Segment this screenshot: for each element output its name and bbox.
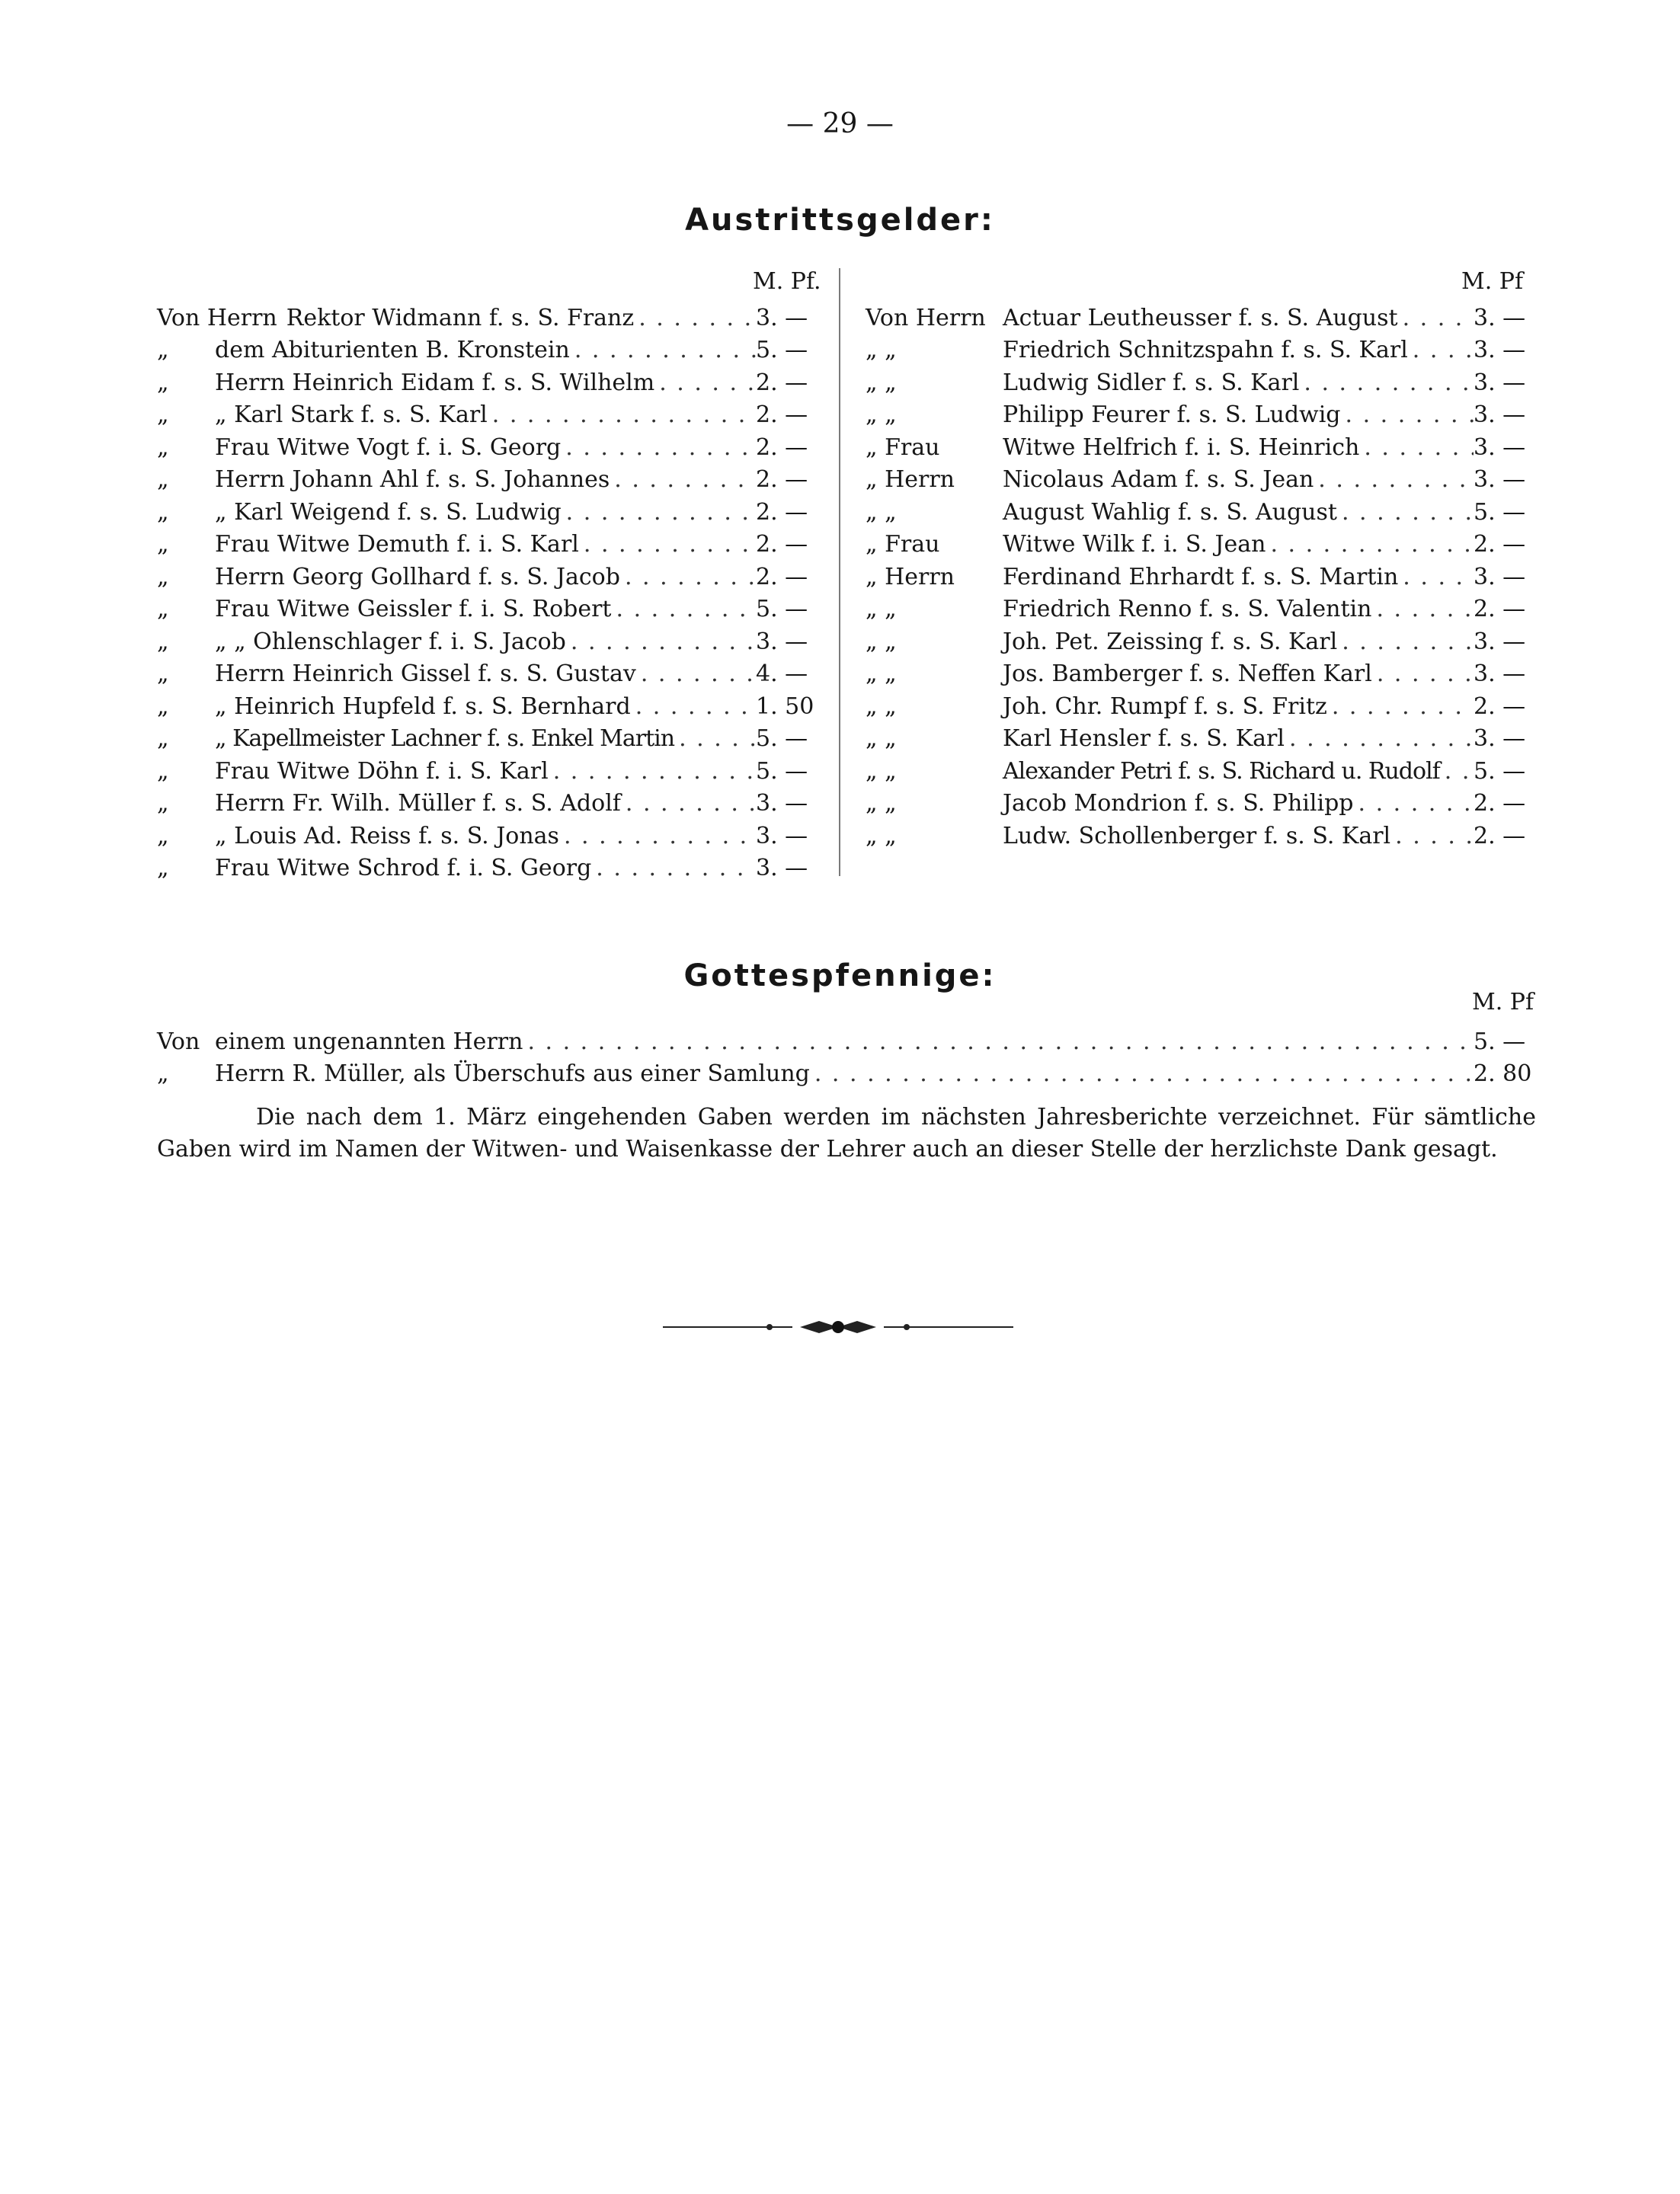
entry-amount: 2. — — [756, 433, 808, 461]
leader-dots — [636, 660, 756, 687]
leader-dots — [1266, 531, 1474, 558]
entry-amount: 3. — — [1474, 304, 1526, 331]
leader-dots — [1398, 564, 1474, 590]
leader-dots — [591, 855, 756, 881]
entry-amount: 2. — — [756, 401, 808, 429]
list-item — [866, 690, 1536, 723]
leader-dots — [810, 1060, 1474, 1087]
entry-name: Jacob Mondrion f. s. S. Philipp — [1003, 790, 1354, 817]
entry-amount: 3. — — [1474, 660, 1526, 688]
list-item — [866, 820, 1536, 852]
list-item — [157, 755, 826, 788]
list-item — [866, 755, 1536, 788]
entry-amount: 5. — — [1474, 498, 1526, 526]
leader-dots — [549, 758, 756, 785]
ornament-dot — [904, 1324, 910, 1330]
list-item — [866, 334, 1536, 367]
closing-paragraph — [157, 1102, 1536, 1166]
entry-name: Herrn Heinrich Eidam f. s. S. Wilhelm — [215, 369, 655, 396]
entry-name: Joh. Pet. Zeissing f. s. S. Karl — [1003, 628, 1338, 655]
leader-dots — [1337, 499, 1474, 526]
entry-amount: 5. — — [1474, 1028, 1526, 1055]
entry-amount: 2. — — [1474, 790, 1526, 817]
entry-prefix: „ „ — [866, 369, 897, 396]
entry-name: „ Karl Weigend f. s. S. Ludwig — [215, 498, 562, 526]
leader-dots — [612, 596, 757, 622]
ornament-center — [832, 1321, 844, 1333]
entry-name: „ Louis Ad. Reiss f. s. S. Jonas — [215, 822, 559, 849]
leader-dots — [674, 725, 756, 752]
entry-name: Herrn Fr. Wilh. Müller f. s. S. Adolf — [215, 790, 621, 817]
entry-name: Frau Witwe Vogt f. i. S. Georg — [215, 433, 562, 461]
list-item — [157, 399, 826, 432]
entry-amount: 3. — — [756, 304, 808, 331]
entry-prefix: „ — [157, 725, 169, 753]
leader-dots — [1371, 596, 1474, 622]
entry-name: Herrn R. Müller, als Überschufs aus einer Samlung — [215, 1060, 810, 1088]
list-item — [157, 366, 826, 399]
entry-name: Philipp Feurer f. s. S. Ludwig — [1003, 401, 1341, 429]
entry-amount: 3. — — [756, 628, 808, 655]
entry-amount: 2. — — [756, 369, 808, 396]
entry-amount: 2. — — [756, 466, 808, 494]
list-item — [157, 658, 826, 691]
entry-name: Friedrich Renno f. s. S. Valentin — [1003, 596, 1372, 623]
entry-prefix: Von Herrn — [866, 304, 986, 331]
entry-prefix: „ Frau — [866, 531, 940, 558]
entry-name: „ Karl Stark f. s. S. Karl — [215, 401, 488, 429]
entry-prefix: „ „ — [866, 401, 897, 429]
entry-prefix: „ — [157, 433, 169, 461]
entry-name: Ferdinand Ehrhardt f. s. S. Martin — [1003, 563, 1399, 590]
entry-amount: 3. — — [1474, 401, 1526, 429]
gottespfennige-list — [157, 1025, 1536, 1090]
entry-name: dem Abiturienten B. Kronstein — [215, 337, 570, 364]
leader-dots — [1337, 628, 1474, 655]
entry-prefix: „ „ — [866, 725, 897, 753]
list-item — [157, 852, 826, 885]
entry-amount: 2. — — [756, 563, 808, 590]
leader-dots — [1327, 693, 1474, 720]
leader-dots — [1398, 305, 1474, 331]
paragraph-line: Gaben wird im Namen der Witwen- und Waisenkasse der Lehrer auch an dieser Stelle der herzlichste Dank gesagt. — [157, 1136, 1498, 1163]
entry-prefix: „ — [157, 1060, 169, 1088]
list-item — [157, 820, 826, 852]
list-item — [157, 788, 826, 820]
leader-dots — [570, 337, 756, 363]
leader-dots — [1354, 790, 1474, 817]
entry-amount: 5. — — [756, 757, 808, 785]
leader-dots — [559, 823, 756, 849]
entry-name: Karl Hensler f. s. S. Karl — [1003, 725, 1285, 753]
entry-prefix: „ — [157, 466, 169, 494]
list-item — [157, 690, 826, 723]
entry-name: „ Kapellmeister Lachner f. s. Enkel Martin — [215, 725, 675, 753]
entry-amount: 5. — — [756, 337, 808, 364]
list-item — [866, 464, 1536, 497]
entry-amount: 2. — — [1474, 596, 1526, 623]
entry-amount: 3. — — [756, 822, 808, 849]
list-item — [866, 625, 1536, 658]
list-item — [866, 788, 1536, 820]
entry-amount: 4. — — [756, 660, 808, 688]
entry-amount: 3. — — [756, 790, 808, 817]
entry-amount: 3. — — [1474, 725, 1526, 753]
entry-prefix: „ — [157, 563, 169, 590]
entry-name: Ludwig Sidler f. s. S. Karl — [1003, 369, 1300, 396]
list-item — [157, 723, 826, 756]
entry-name: Witwe Wilk f. i. S. Jean — [1003, 531, 1266, 558]
list-item — [157, 464, 826, 497]
leader-dots — [579, 531, 756, 558]
entry-amount: 3. — — [756, 855, 808, 882]
leader-dots — [1372, 660, 1474, 687]
heading-gottespfennige: Gottespfennige: — [683, 958, 997, 993]
entry-amount: 1. 50 — [756, 692, 814, 720]
list-item — [866, 658, 1536, 691]
list-item — [157, 625, 826, 658]
entry-name: Ludw. Schollenberger f. s. S. Karl — [1003, 822, 1391, 849]
leader-dots — [1359, 434, 1474, 461]
entry-prefix: „ Frau — [866, 433, 940, 461]
leader-dots — [562, 499, 756, 526]
entry-prefix: „ „ — [866, 790, 897, 817]
currency-header-left: M. Pf. — [753, 268, 821, 295]
entry-amount: 3. — — [1474, 628, 1526, 655]
leader-dots — [1440, 758, 1474, 785]
column-divider — [839, 268, 840, 876]
entry-name: Frau Witwe Demuth f. i. S. Karl — [215, 531, 579, 558]
page-number: — 29 — — [786, 108, 894, 139]
leader-dots — [631, 693, 756, 720]
entry-amount: 3. — — [1474, 337, 1526, 364]
list-item — [157, 529, 826, 561]
list-item — [157, 431, 826, 464]
list-item — [866, 366, 1536, 399]
entry-name: Nicolaus Adam f. s. S. Jean — [1003, 466, 1314, 494]
list-item — [866, 561, 1536, 593]
entry-prefix: „ „ — [866, 757, 897, 785]
entry-amount: 2. — — [1474, 822, 1526, 849]
entry-prefix: „ „ — [866, 337, 897, 364]
entry-name: Frau Witwe Schrod f. i. S. Georg — [215, 855, 592, 882]
leader-dots — [621, 790, 756, 817]
entry-name: Alexander Petri f. s. S. Richard u. Rudolf — [1003, 757, 1440, 785]
entry-name: Joh. Chr. Rumpf f. s. S. Fritz — [1003, 692, 1327, 720]
leader-dots — [1390, 823, 1474, 849]
leader-dots — [1314, 466, 1474, 493]
entry-amount: 5. — — [756, 596, 808, 623]
entry-amount: 3. — — [1474, 433, 1526, 461]
entry-prefix: „ „ — [866, 660, 897, 688]
leader-dots — [1408, 337, 1474, 363]
entry-prefix: „ „ — [866, 822, 897, 849]
leader-dots — [654, 369, 756, 396]
list-item — [157, 561, 826, 593]
paragraph-line: Die nach dem 1. März eingehenden Gaben werden im nächsten Jahresberichte verzeichnet. Für sämtliche — [256, 1104, 1536, 1131]
leader-dots — [488, 401, 756, 428]
entry-name: August Wahlig f. s. S. August — [1003, 498, 1337, 526]
leader-dots — [1285, 725, 1474, 752]
list-item — [157, 334, 826, 367]
entry-name: Herrn Georg Gollhard f. s. S. Jacob — [215, 563, 620, 590]
list-item — [157, 593, 826, 626]
leader-dots — [1341, 401, 1474, 428]
entry-prefix: „ — [157, 369, 169, 396]
entry-name: Rektor Widmann f. s. S. Franz — [286, 304, 635, 331]
entry-prefix: „ Herrn — [866, 466, 955, 494]
entry-name: Jos. Bamberger f. s. Neffen Karl — [1003, 660, 1372, 688]
list-item — [866, 723, 1536, 756]
entry-prefix: „ — [157, 628, 169, 655]
gottes-currency-header: M. Pf — [1472, 989, 1534, 1015]
currency-header-right: M. Pf — [1461, 268, 1524, 295]
entry-amount: 3. — — [1474, 466, 1526, 494]
right-entry-list — [866, 302, 1536, 852]
entry-prefix: „ „ — [866, 498, 897, 526]
list-item — [157, 496, 826, 529]
ornament-dot — [766, 1324, 773, 1330]
entry-amount: 2. — — [1474, 531, 1526, 558]
entry-prefix: „ — [157, 498, 169, 526]
leader-dots — [523, 1028, 1474, 1055]
entry-prefix: „ — [157, 660, 169, 688]
entry-amount: 2. — — [1474, 692, 1526, 720]
entry-name: Witwe Helfrich f. i. S. Heinrich — [1003, 433, 1360, 461]
entry-name: einem ungenannten Herrn — [215, 1028, 523, 1055]
entry-prefix: „ — [157, 757, 169, 785]
ornament-divider — [663, 1318, 1013, 1336]
entry-prefix: „ Herrn — [866, 563, 955, 590]
entry-prefix: „ — [157, 596, 169, 623]
entry-prefix: Von — [157, 1028, 200, 1055]
entry-prefix: „ — [157, 531, 169, 558]
list-item — [866, 302, 1536, 334]
leader-dots — [566, 628, 756, 655]
list-item — [866, 431, 1536, 464]
entry-name: Frau Witwe Geissler f. i. S. Robert — [215, 596, 612, 623]
leader-dots — [634, 305, 756, 331]
entry-prefix: „ „ — [866, 628, 897, 655]
entry-amount: 5. — — [756, 725, 808, 753]
entry-name: Friedrich Schnitzspahn f. s. S. Karl — [1003, 337, 1408, 364]
entry-amount: 3. — — [1474, 369, 1526, 396]
list-item — [157, 1058, 1536, 1091]
entry-prefix: „ — [157, 692, 169, 720]
list-item — [866, 399, 1536, 432]
entry-name: Herrn Heinrich Gissel f. s. S. Gustav — [215, 660, 636, 688]
list-item — [157, 1025, 1536, 1058]
left-entry-list — [157, 302, 826, 884]
entry-prefix: „ „ — [866, 596, 897, 623]
leader-dots — [561, 434, 756, 461]
entry-name: Herrn Johann Ahl f. s. S. Johannes — [215, 466, 610, 494]
entry-name: „ Heinrich Hupfeld f. s. S. Bernhard — [215, 692, 631, 720]
entry-prefix: Von Herrn — [157, 304, 277, 331]
entry-name: Actuar Leutheusser f. s. S. August — [1003, 304, 1398, 331]
entry-amount: 2. — — [756, 498, 808, 526]
entry-prefix: „ — [157, 822, 169, 849]
entry-prefix: „ — [157, 337, 169, 364]
list-item — [157, 302, 826, 334]
entry-amount: 2. — — [756, 531, 808, 558]
entry-name: „ „ Ohlenschlager f. i. S. Jacob — [215, 628, 566, 655]
entry-prefix: „ — [157, 401, 169, 429]
entry-prefix: „ „ — [866, 692, 897, 720]
list-item — [866, 496, 1536, 529]
heading-austrittsgelder: Austrittsgelder: — [685, 203, 995, 238]
entry-prefix: „ — [157, 790, 169, 817]
entry-prefix: „ — [157, 855, 169, 882]
leader-dots — [620, 564, 756, 590]
entry-amount: 5. — — [1474, 757, 1526, 785]
leader-dots — [610, 466, 756, 493]
list-item — [866, 593, 1536, 626]
entry-name: Frau Witwe Döhn f. i. S. Karl — [215, 757, 549, 785]
list-item — [866, 529, 1536, 561]
entry-amount: 3. — — [1474, 563, 1526, 590]
leader-dots — [1299, 369, 1474, 396]
entry-amount: 2. 80 — [1474, 1060, 1532, 1088]
